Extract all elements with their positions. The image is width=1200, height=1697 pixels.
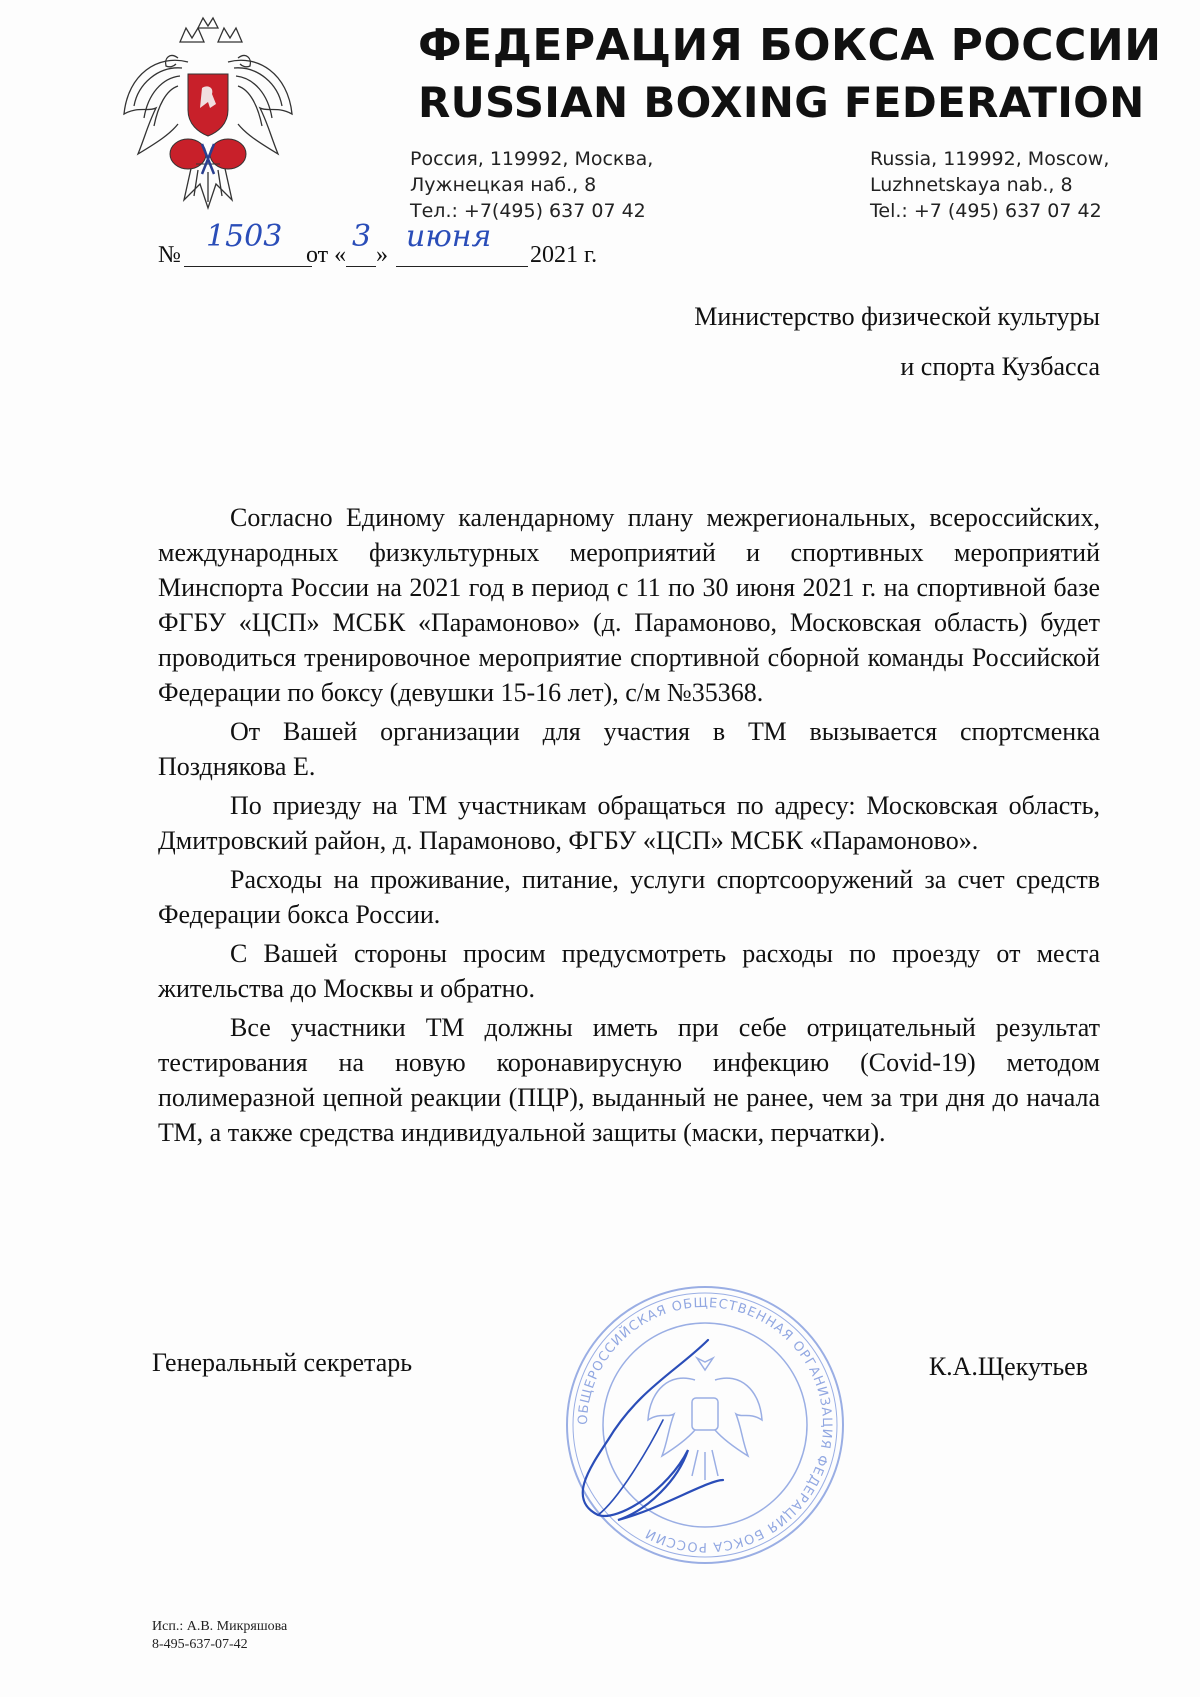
registration-line bbox=[158, 219, 678, 276]
month-handwritten: июня bbox=[406, 219, 492, 254]
executor-name: Исп.: А.В. Микряшова bbox=[152, 1619, 288, 1634]
federation-emblem-icon bbox=[118, 14, 298, 214]
address-ru bbox=[410, 146, 653, 224]
addressee-line-2: и спорта Кузбасса bbox=[900, 352, 1100, 381]
number-handwritten: 1503 bbox=[206, 219, 283, 254]
quote-close: » bbox=[376, 242, 388, 268]
body-paragraph: По приезду на ТМ участникам обращаться по адресу: Московская область, Дмитровский район, д. Парамоново, ФГБУ «ЦСП» МСБК «Парамоново». bbox=[158, 791, 1100, 855]
address-en-line: Russia, 119992, Moscow, bbox=[870, 148, 1110, 170]
signatory-name: К.А.Щекутьев bbox=[928, 1352, 1088, 1381]
address-en-line: Luzhnetskaya nab., 8 bbox=[870, 174, 1073, 196]
seal-text: ОБЩЕРОССИЙСКАЯ ОБЩЕСТВЕННАЯ ОРГАНИЗАЦИЯ ФЕДЕРАЦИЯ БОКСА РОССИИ bbox=[575, 1295, 835, 1555]
body-paragraph: От Вашей организации для участия в ТМ вызывается спортсменка Позднякова Е. bbox=[158, 717, 1100, 781]
number-label: № bbox=[158, 242, 181, 268]
signature-icon bbox=[558, 1330, 738, 1530]
address-ru-line: Тел.: +7(495) 637 07 42 bbox=[410, 200, 646, 222]
signatory-title: Генеральный секретарь bbox=[152, 1348, 413, 1377]
letter-body bbox=[158, 500, 1100, 1154]
org-name-en: RUSSIAN BOXING FEDERATION bbox=[418, 78, 1145, 127]
addressee-line-1: Министерство физической культуры bbox=[694, 302, 1100, 331]
body-paragraph: Расходы на проживание, питание, услуги спортсооружений за счет средств Федерации бокса России. bbox=[158, 865, 1100, 929]
year-text: 2021 г. bbox=[530, 242, 598, 268]
body-paragraph: Согласно Единому календарному плану межрегиональных, всероссийских, международных физкультурных мероприятий и спортивных мероприятий Минспорта России на 2021 год в период с 11 по 30 июня 2021 г. на спортивной базе ФГБУ «ЦСП» МСБК «Парамоново» (д. Парамоново, Московская область) будет проводиться тренировочное мероприятие спортивной сборной команды Российской Федерации по боксу (девушки 15-16 лет), с/м №35368. bbox=[158, 503, 1100, 707]
org-name-ru: ФЕДЕРАЦИЯ БОКСА РОССИИ bbox=[418, 20, 1162, 71]
addressee bbox=[694, 292, 1100, 392]
body-paragraph: С Вашей стороны просим предусмотреть расходы по проезду от места жительства до Москвы и обратно. bbox=[158, 939, 1100, 1003]
address-en-line: Tel.: +7 (495) 637 07 42 bbox=[870, 200, 1102, 222]
from-label: от « bbox=[306, 242, 347, 268]
address-en bbox=[870, 146, 1109, 224]
executor-block bbox=[152, 1618, 287, 1654]
body-paragraph: Все участники ТМ должны иметь при себе отрицательный результат тестирования на новую коронавирусную инфекцию (Covid-19) методом полимеразной цепной реакции (ПЦР), выданный не ранее, чем за три дня до начала ТМ, а также средства индивидуальной защиты (маски, перчатки). bbox=[158, 1013, 1100, 1147]
address-ru-line: Россия, 119992, Москва, bbox=[410, 148, 654, 170]
address-ru-line: Лужнецкая наб., 8 bbox=[410, 174, 597, 196]
executor-phone: 8-495-637-07-42 bbox=[152, 1637, 248, 1652]
day-handwritten: 3 bbox=[352, 219, 372, 254]
